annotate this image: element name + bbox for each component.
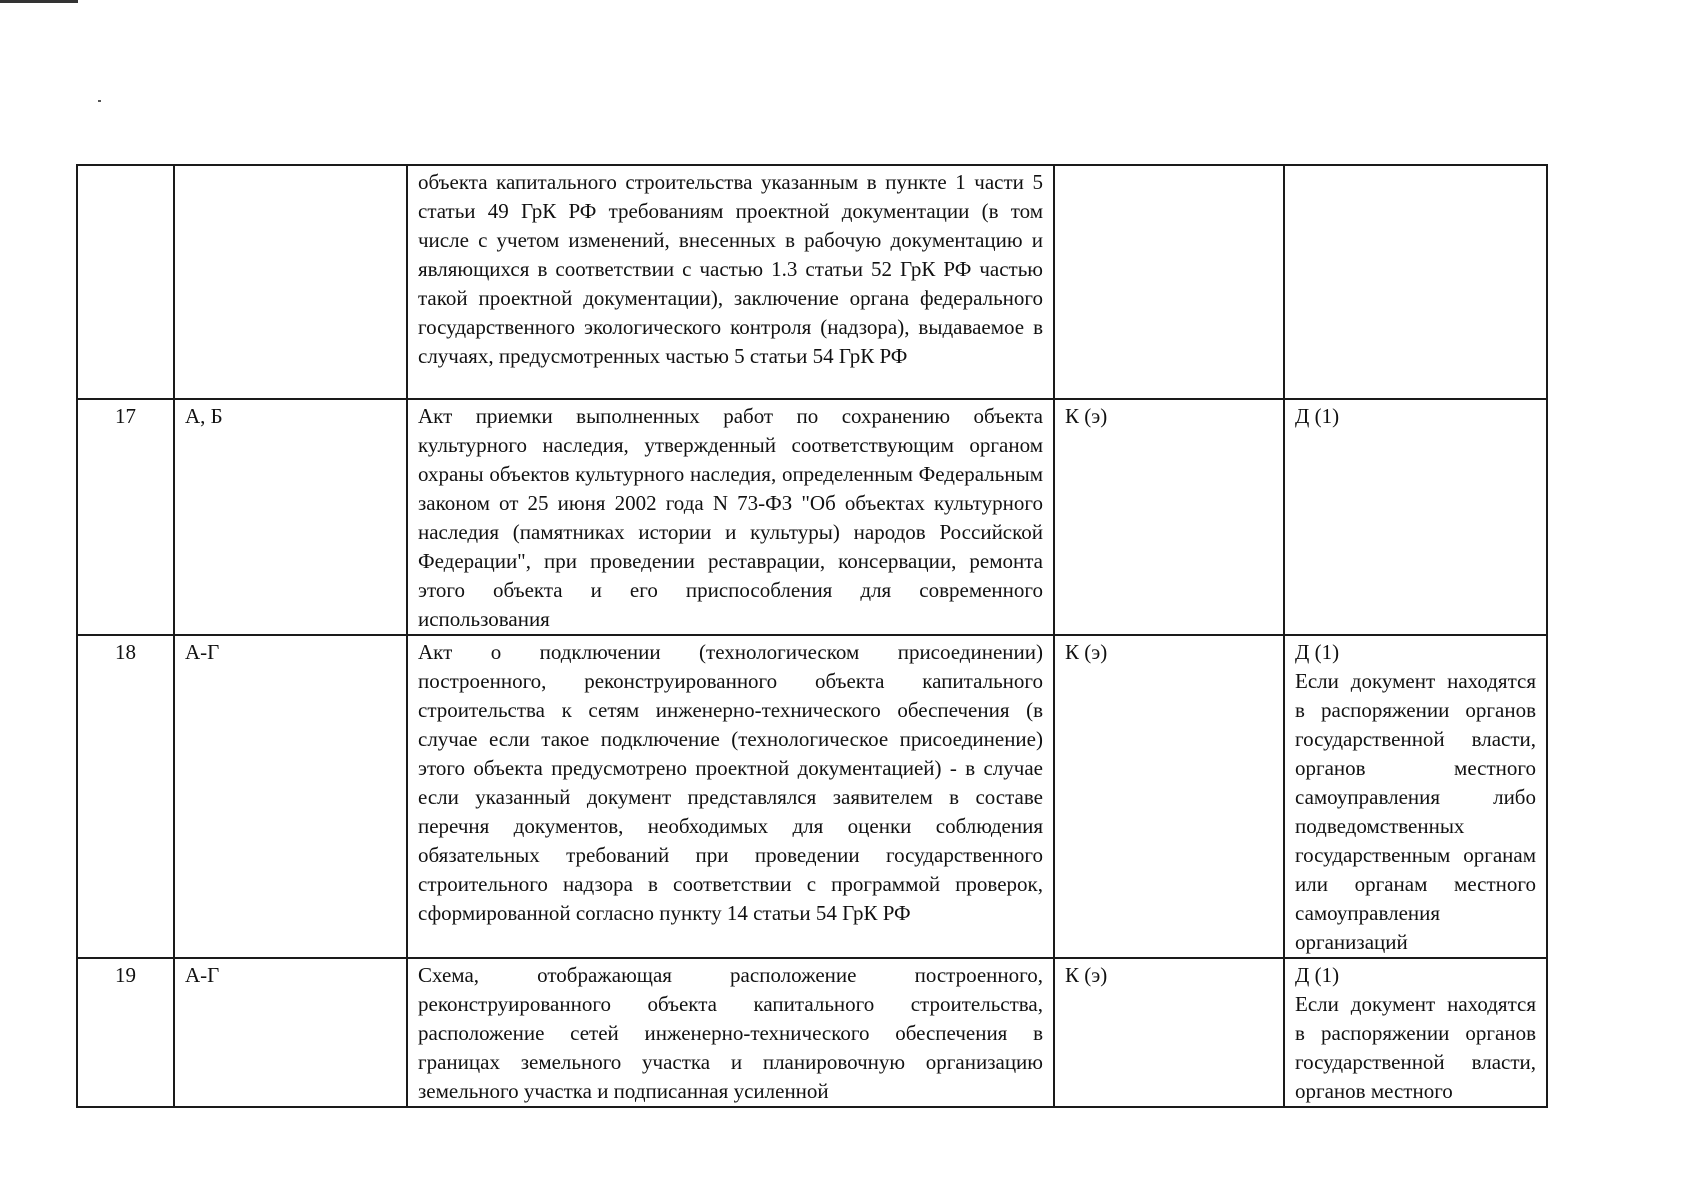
row-stage-cell: А-Г xyxy=(174,635,407,958)
row-note: Если документ находятся в распоряжении органов государственной власти, органов местного xyxy=(1295,992,1536,1103)
row-form-cell xyxy=(1054,165,1284,399)
row-number-cell: 17 xyxy=(77,399,174,635)
row-description-cell: Схема, отображающая расположение построенного, реконструированного объекта капитального строительства, расположение сетей инженерно-технического обеспечения в границах земельного участка и планировочную организацию земельного участка и подписанная усиленной xyxy=(407,958,1054,1107)
documents-table xyxy=(76,164,1548,1108)
scan-edge-mark xyxy=(0,0,78,3)
row-stage-cell xyxy=(174,165,407,399)
row-stage-cell: А-Г xyxy=(174,958,407,1107)
row-status-cell xyxy=(1284,165,1547,399)
row-description-cell: Акт о подключении (технологическом присоединении) построенного, реконструированного объекта капитального строительства к сетям инженерно-технического обеспечения (в случае если такое подключение (технологическое присоединение) этого объекта предусмотрено проектной документацией) - в случае если указанный документ представлялся заявителем в составе перечня документов, необходимых для оценки соблюдения обязательных требований при проведении государственного строительного надзора в соответствии с программой проверок, сформированной согласно пункту 14 статьи 54 ГрК РФ xyxy=(407,635,1054,958)
row-status: Д (1) xyxy=(1295,404,1340,428)
table-row xyxy=(77,165,1547,399)
row-description-cell: Акт приемки выполненных работ по сохранению объекта культурного наследия, утвержденный соответствующим органом охраны объектов культурного наследия, определенным Федеральным законом от 25 июня 2002 года N 73-ФЗ "Об объектах культурного наследия (памятниках истории и культуры) народов Российской Федерации", при проведении реставрации, консервации, ремонта этого объекта и его приспособления для современного использования xyxy=(407,399,1054,635)
row-note: Если документ находятся в распоряжении органов государственной власти, органов местного самоуправления либо подведомственных государственным органам или органам местного самоуправления организаций xyxy=(1295,669,1536,954)
table-row xyxy=(77,958,1547,1107)
row-stage-cell: А, Б xyxy=(174,399,407,635)
row-status-cell xyxy=(1284,399,1547,635)
row-status-cell xyxy=(1284,635,1547,958)
row-form-cell: К (э) xyxy=(1054,958,1284,1107)
row-number-cell xyxy=(77,165,174,399)
table-row xyxy=(77,635,1547,958)
row-form-cell: К (э) xyxy=(1054,635,1284,958)
row-number-cell: 18 xyxy=(77,635,174,958)
row-description-cell: объекта капитального строительства указанным в пункте 1 части 5 статьи 49 ГрК РФ требованиям проектной документации (в том числе с учетом изменений, внесенных в рабочую документацию и являющихся в соответствии с частью 1.3 статьи 52 ГрК РФ частью такой проектной документации), заключение органа федерального государственного экологического контроля (надзора), выдаваемое в случаях, предусмотренных частью 5 статьи 54 ГрК РФ xyxy=(407,165,1054,399)
row-status: Д (1) xyxy=(1295,640,1340,664)
row-status-cell xyxy=(1284,958,1547,1107)
table-row xyxy=(77,399,1547,635)
scan-speck xyxy=(98,100,101,102)
row-status: Д (1) xyxy=(1295,963,1340,987)
row-form-cell: К (э) xyxy=(1054,399,1284,635)
row-number-cell: 19 xyxy=(77,958,174,1107)
